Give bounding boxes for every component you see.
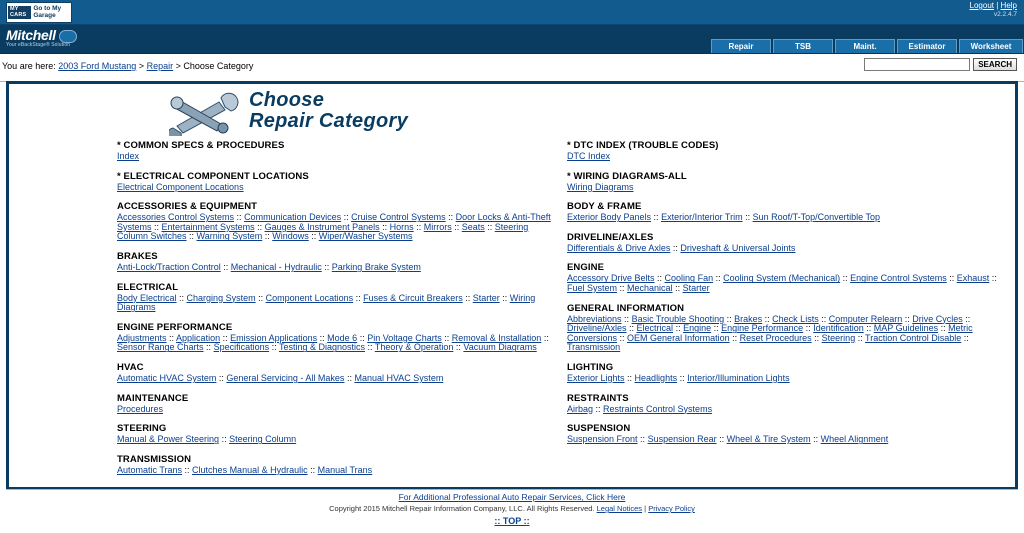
back-to-top-link[interactable]: :: TOP :: <box>494 516 530 526</box>
breadcrumb-vehicle[interactable]: 2003 Ford Mustang <box>58 61 137 71</box>
category-link[interactable]: Procedures <box>117 403 164 414</box>
link-separator: :: <box>626 323 637 334</box>
category-link[interactable]: Vacuum Diagrams <box>463 342 537 353</box>
category-link[interactable]: Electrical <box>636 323 674 334</box>
link-separator: :: <box>462 292 473 303</box>
footer-divider <box>6 489 1018 490</box>
category-link[interactable]: Restraints Control Systems <box>603 403 713 414</box>
category-link[interactable]: Charging System <box>186 292 256 303</box>
category-link[interactable]: Manual Trans <box>317 464 373 475</box>
link-separator: :: <box>593 403 604 414</box>
footer-sep: | <box>644 504 647 513</box>
link-separator: :: <box>670 242 681 253</box>
tab-worksheet[interactable]: Worksheet <box>959 39 1023 53</box>
category-group-title: * COMMON SPECS & PROCEDURES <box>117 140 285 151</box>
category-group-title: GENERAL INFORMATION <box>567 302 685 314</box>
category-link-list <box>117 334 557 353</box>
category-link[interactable]: Door Locks & Anti-Theft Systems <box>117 212 551 232</box>
category-link[interactable]: Differentials & Drive Axles <box>567 242 671 253</box>
category-link[interactable]: Check Lists <box>772 313 819 324</box>
category-link[interactable]: MAP Guidelines <box>873 323 939 334</box>
category-link[interactable]: Basic Trouble Shooting <box>631 313 725 324</box>
category-group <box>567 201 1007 223</box>
category-link[interactable]: Body Electrical <box>117 292 177 303</box>
category-link[interactable]: Mechanical - Hydraulic <box>230 261 322 272</box>
category-group <box>117 454 557 476</box>
link-separator: :: <box>262 231 273 242</box>
category-link[interactable]: Wiring Diagrams <box>567 181 634 192</box>
category-link[interactable]: Steering <box>821 332 856 343</box>
link-separator: :: <box>811 332 822 343</box>
category-link[interactable]: Fuses & Circuit Breakers <box>363 292 463 303</box>
link-separator: :: <box>445 212 456 223</box>
category-link[interactable]: Suspension Front <box>567 434 638 445</box>
category-link[interactable]: Drive Cycles <box>912 313 963 324</box>
brand-logo[interactable] <box>6 27 77 48</box>
category-link[interactable]: Entertainment Systems <box>161 221 255 232</box>
category-link[interactable]: Driveline/Axles <box>567 323 627 334</box>
category-link[interactable]: Steering Column Switches <box>117 221 529 242</box>
category-link[interactable]: Brakes <box>734 313 763 324</box>
category-link[interactable]: Driveshaft & Universal Joints <box>680 242 796 253</box>
link-separator: :: <box>379 221 390 232</box>
link-separator: :: <box>724 313 735 324</box>
link-separator: :: <box>651 212 662 223</box>
nav-bar <box>0 25 1024 54</box>
category-link-list <box>567 405 1007 415</box>
category-link-list <box>117 435 557 445</box>
category-link[interactable]: Exterior/Interior Trim <box>661 212 743 223</box>
link-separator: :: <box>234 212 245 223</box>
category-link[interactable]: Theory & Operation <box>374 342 454 353</box>
my-cars-logo: MY CARS <box>8 6 31 20</box>
category-link-list <box>117 183 557 193</box>
category-group-title: MAINTENANCE <box>117 392 189 404</box>
category-link[interactable]: Component Locations <box>265 292 354 303</box>
category-group <box>567 393 1007 415</box>
link-separator: :: <box>453 342 464 353</box>
category-link[interactable]: Sensor Range Charts <box>117 342 204 353</box>
link-separator: :: <box>863 323 874 334</box>
category-link[interactable]: Mode 6 <box>327 332 358 343</box>
category-link[interactable]: Identification <box>813 323 864 334</box>
category-group-title: ACCESSORIES & EQUIPMENT <box>117 201 258 213</box>
category-link[interactable]: Index <box>117 151 140 161</box>
legal-notices-link[interactable]: Legal Notices <box>596 504 643 513</box>
category-group <box>117 393 557 415</box>
link-separator: :: <box>166 332 177 343</box>
category-link[interactable]: Sun Roof/T-Top/Convertible Top <box>752 212 880 223</box>
category-link[interactable]: Suspension Rear <box>647 434 717 445</box>
privacy-policy-link[interactable]: Privacy Policy <box>648 504 695 513</box>
link-separator: :: <box>637 434 648 445</box>
copyright-text: Copyright 2015 Mitchell Repair Information Company, LLC. All Rights Reserved. <box>329 504 595 513</box>
category-link[interactable]: Automatic HVAC System <box>117 372 217 383</box>
category-link-list <box>117 294 557 313</box>
link-separator: :: <box>321 261 332 272</box>
category-link-list <box>567 315 1007 353</box>
link-separator: :: <box>364 342 375 353</box>
link-separator: :: <box>672 282 683 293</box>
category-link[interactable]: Engine <box>683 323 712 334</box>
category-group <box>567 423 1007 445</box>
category-group <box>567 262 1007 293</box>
pro-services-link[interactable]: For Additional Professional Auto Repair Services, Click Here <box>398 492 626 502</box>
category-link[interactable]: Manual & Power Steering <box>117 434 220 445</box>
link-separator: :: <box>617 282 628 293</box>
category-link[interactable]: Emission Applications <box>230 332 318 343</box>
wrench-icon <box>169 92 249 136</box>
link-separator: :: <box>729 332 740 343</box>
category-group-title: RESTRAINTS <box>567 392 629 404</box>
category-link[interactable]: Pin Voltage Charts <box>367 332 442 343</box>
category-group <box>117 282 557 313</box>
page-title-line-2: Repair Category <box>249 110 408 132</box>
category-group-title: LIGHTING <box>567 361 614 373</box>
category-link[interactable]: Clutches Manual & Hydraulic <box>192 464 308 475</box>
link-separator: :: <box>989 273 997 284</box>
my-garage-button[interactable] <box>6 2 72 23</box>
category-group-title: SUSPENSION <box>567 423 631 435</box>
category-link[interactable]: Transmission <box>567 342 621 353</box>
link-separator: :: <box>413 221 424 232</box>
category-link-list <box>567 435 1007 445</box>
category-link[interactable]: Gauges & Instrument Panels <box>264 221 380 232</box>
category-link[interactable]: Airbag <box>567 403 594 414</box>
breadcrumb-repair[interactable]: Repair <box>146 61 174 71</box>
link-separator: :: <box>216 372 227 383</box>
category-link[interactable]: Seats <box>461 221 485 232</box>
brand-badge-icon <box>59 30 77 43</box>
category-link[interactable]: Manual HVAC System <box>354 372 444 383</box>
category-link[interactable]: Cruise Control Systems <box>351 212 446 223</box>
category-link[interactable]: Horns <box>389 221 414 232</box>
category-link-list <box>117 152 557 162</box>
category-group-title: DRIVELINE/AXLES <box>567 231 654 243</box>
breadcrumb <box>2 61 253 71</box>
category-group <box>117 140 557 162</box>
brand-name: Mitchell <box>6 27 56 43</box>
category-link[interactable]: Wiring Diagrams <box>117 292 536 313</box>
link-separator: :: <box>176 292 187 303</box>
link-separator: :: <box>713 273 724 284</box>
category-columns <box>9 140 1015 484</box>
category-link[interactable]: Application <box>176 332 221 343</box>
category-link[interactable]: Wheel Alignment <box>820 434 889 445</box>
category-link[interactable]: Fuel System <box>567 282 618 293</box>
link-separator: :: <box>762 313 773 324</box>
breadcrumb-prefix: You are here: <box>2 61 56 71</box>
category-link[interactable]: OEM General Information <box>627 332 730 343</box>
link-separator: :: <box>220 261 231 272</box>
category-group-title: * WIRING DIAGRAMS-ALL <box>567 170 687 182</box>
category-link[interactable]: Computer Relearn <box>828 313 903 324</box>
link-separator: :: <box>810 434 821 445</box>
category-link-list <box>567 374 1007 384</box>
link-separator: :: <box>317 332 328 343</box>
help-link[interactable]: Help <box>1000 1 1017 10</box>
category-link-list <box>117 374 557 384</box>
link-separator: :: <box>357 332 368 343</box>
link-separator: :: <box>938 323 949 334</box>
category-link[interactable]: Starter <box>682 282 710 293</box>
category-link[interactable]: Wiper/Washer Systems <box>318 231 413 242</box>
right-column <box>567 140 1007 484</box>
link-separator: :: <box>818 313 829 324</box>
link-separator: :: <box>353 292 364 303</box>
link-separator: :: <box>254 221 265 232</box>
link-separator: :: <box>344 372 355 383</box>
category-group <box>567 303 1007 353</box>
category-link[interactable]: DTC Index <box>567 151 611 161</box>
page-title <box>249 90 408 132</box>
category-group-title: HVAC <box>117 361 144 373</box>
category-link[interactable]: Exterior Lights <box>567 372 625 383</box>
category-group <box>567 232 1007 254</box>
category-link[interactable]: Cooling Fan <box>664 273 714 284</box>
page-footer <box>6 492 1018 526</box>
link-separator: :: <box>855 332 866 343</box>
tab-tsb[interactable]: TSB <box>773 39 833 53</box>
category-group <box>117 362 557 384</box>
category-group-title: BODY & FRAME <box>567 201 642 213</box>
tab-maint[interactable]: Maint. <box>835 39 895 53</box>
link-separator: :: <box>186 231 197 242</box>
category-group-title: TRANSMISSION <box>117 453 192 465</box>
category-link[interactable]: Abbreviations <box>567 313 622 324</box>
category-group <box>117 171 557 193</box>
category-group <box>117 322 557 353</box>
category-link[interactable]: Mechanical <box>627 282 673 293</box>
link-separator: :: <box>617 332 628 343</box>
category-link[interactable]: Testing & Diagnostics <box>278 342 365 353</box>
tab-estimator[interactable]: Estimator <box>897 39 957 53</box>
category-link-list <box>117 466 557 476</box>
nav-tabs <box>710 25 1024 53</box>
link-separator: :: <box>255 292 266 303</box>
link-separator: :: <box>742 212 753 223</box>
link-divider: | <box>996 1 999 10</box>
category-link[interactable]: Accessory Drive Belts <box>567 273 655 284</box>
link-separator: :: <box>219 434 230 445</box>
category-link[interactable]: Warning System <box>196 231 263 242</box>
link-separator: :: <box>203 342 214 353</box>
category-link-list <box>567 213 1007 223</box>
page-title-line-1: Choose <box>249 89 325 111</box>
breadcrumb-sep-2: > <box>175 61 181 71</box>
link-separator: :: <box>654 273 665 284</box>
link-separator: :: <box>269 342 279 353</box>
breadcrumb-sep-1: > <box>138 61 145 71</box>
link-separator: :: <box>307 464 318 475</box>
category-link[interactable]: Communication Devices <box>244 212 342 223</box>
category-group-title: * DTC INDEX (TROUBLE CODES) <box>567 140 719 151</box>
top-bar <box>0 0 1024 25</box>
left-column <box>117 140 557 484</box>
category-link[interactable]: Starter <box>472 292 500 303</box>
category-link[interactable]: Exterior Body Panels <box>567 212 652 223</box>
category-group-title: ENGINE PERFORMANCE <box>117 321 233 333</box>
category-link-list <box>567 244 1007 254</box>
category-link[interactable]: General Servicing - All Makes <box>226 372 345 383</box>
category-link[interactable]: Automatic Trans <box>117 464 183 475</box>
category-link[interactable]: Anti-Lock/Traction Control <box>117 261 221 272</box>
category-panel <box>6 81 1018 490</box>
category-group-title: ELECTRICAL <box>117 281 179 293</box>
link-separator: :: <box>451 221 462 232</box>
category-group <box>117 201 557 242</box>
my-garage-label: Go to My Garage <box>33 4 62 19</box>
link-separator: :: <box>541 332 549 343</box>
category-link[interactable]: Electrical Component Locations <box>117 181 244 192</box>
breadcrumb-current: Choose Category <box>183 61 254 71</box>
link-separator: :: <box>624 372 635 383</box>
category-link[interactable]: Adjustments <box>117 332 167 343</box>
link-separator: :: <box>484 221 495 232</box>
category-link-list <box>567 183 1007 193</box>
search-button[interactable]: SEARCH <box>973 58 1017 71</box>
category-link[interactable]: Specifications <box>213 342 270 353</box>
link-separator: :: <box>220 332 231 343</box>
category-group-title: ENGINE <box>567 262 605 274</box>
category-link[interactable]: Headlights <box>634 372 678 383</box>
category-link-list <box>117 213 557 242</box>
link-separator: :: <box>902 313 913 324</box>
link-separator: :: <box>946 273 957 284</box>
category-link-list <box>567 152 1007 162</box>
category-link[interactable]: Parking Brake System <box>331 261 421 272</box>
link-separator: :: <box>673 323 684 334</box>
link-separator: :: <box>151 221 162 232</box>
link-separator: :: <box>677 372 688 383</box>
link-separator: :: <box>803 323 814 334</box>
category-group-title: BRAKES <box>117 250 158 262</box>
link-separator: :: <box>182 464 193 475</box>
link-separator: :: <box>961 332 969 343</box>
category-link[interactable]: Engine Performance <box>721 323 804 334</box>
category-link[interactable]: Exhaust <box>956 273 990 284</box>
link-separator: :: <box>499 292 510 303</box>
logout-link[interactable]: Logout <box>969 1 994 10</box>
top-right-links <box>970 1 1017 18</box>
category-link-list <box>117 263 557 273</box>
brand-tagline: Your eBackStage® Solution <box>6 42 71 48</box>
category-group <box>567 362 1007 384</box>
category-group-title: STEERING <box>117 423 167 435</box>
category-link[interactable]: Traction Control Disable <box>865 332 962 343</box>
category-link[interactable]: Metric Conversions <box>567 323 973 343</box>
category-link[interactable]: Mirrors <box>423 221 452 232</box>
link-separator: :: <box>840 273 851 284</box>
category-link[interactable]: Reset Procedures <box>739 332 812 343</box>
category-link-list <box>117 405 557 415</box>
category-link-list <box>567 274 1007 293</box>
category-group-title: * ELECTRICAL COMPONENT LOCATIONS <box>117 170 309 182</box>
tab-repair[interactable]: Repair <box>711 39 771 53</box>
category-link[interactable]: Wheel & Tire System <box>726 434 811 445</box>
category-link[interactable]: Engine Control Systems <box>850 273 947 284</box>
category-group <box>567 140 1007 162</box>
category-link[interactable]: Removal & Installation <box>451 332 542 343</box>
search-area <box>864 58 1017 71</box>
search-input[interactable] <box>864 58 970 71</box>
category-link[interactable]: Cooling System (Mechanical) <box>723 273 841 284</box>
category-group <box>117 423 557 445</box>
category-link[interactable]: Interior/Illumination Lights <box>687 372 790 383</box>
link-separator: :: <box>962 313 971 324</box>
link-separator: :: <box>441 332 452 343</box>
breadcrumb-bar <box>0 54 1024 82</box>
version-label: v2.2.4.7 <box>993 11 1017 18</box>
link-separator: :: <box>716 434 727 445</box>
category-link[interactable]: Accessories Control Systems <box>117 212 235 223</box>
category-group <box>117 251 557 273</box>
category-link[interactable]: Windows <box>272 231 309 242</box>
page-title-area <box>9 84 1015 140</box>
link-separator: :: <box>308 231 319 242</box>
link-separator: :: <box>341 212 352 223</box>
link-separator: :: <box>711 323 722 334</box>
category-link[interactable]: Steering Column <box>229 434 297 445</box>
category-group <box>567 171 1007 193</box>
link-separator: :: <box>621 313 632 324</box>
